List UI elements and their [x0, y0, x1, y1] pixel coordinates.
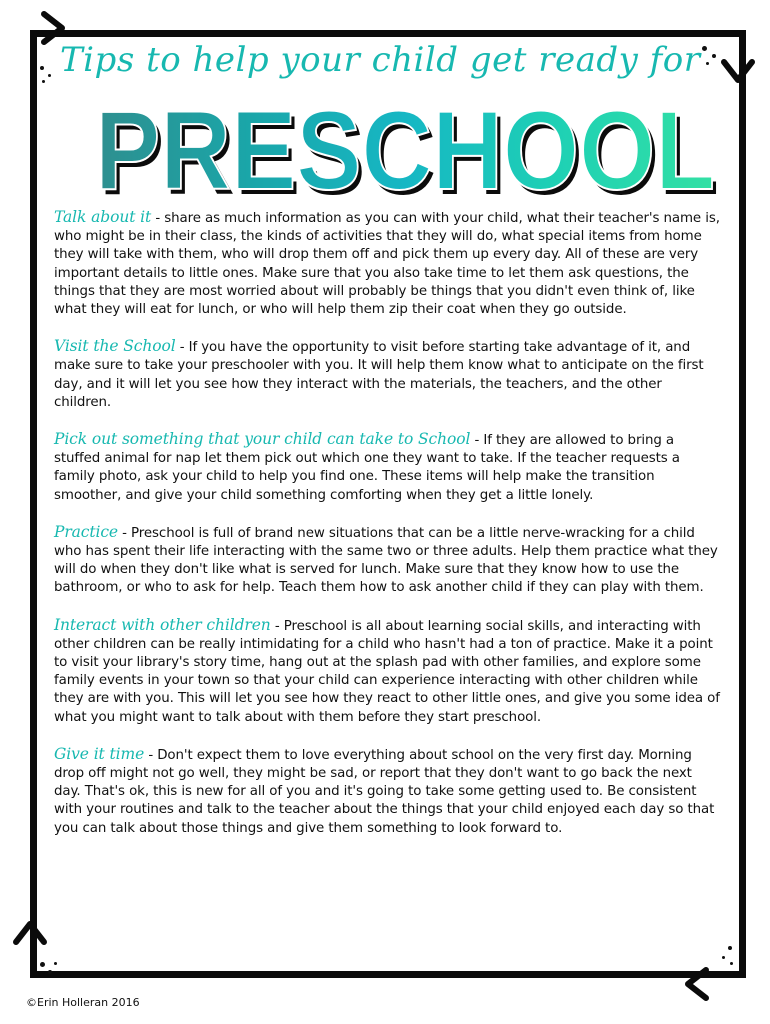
tip-body: - Don't expect them to love everything about school on the very first day. Morning drop off might not go well, they might be sad, or report that they don't want to go back the next day. That's ok, this is new for all of you and it's going to take some getting used to. Be consistent with your routines and talk to the teacher about the things that your child enjoyed each day so that you can talk about those things and give them something to look forward to.	[54, 747, 715, 836]
tip-paragraph	[54, 745, 722, 838]
page-title-shadow: PRESCHOOL	[99, 93, 719, 202]
tip-talk-about-it	[54, 208, 722, 319]
tip-heading: Interact with other children	[54, 615, 271, 634]
copyright-text: ©Erin Holleran 2016	[26, 996, 140, 1009]
tip-paragraph	[54, 208, 722, 319]
tip-heading: Practice	[54, 522, 119, 541]
page-subtitle: Tips to help your child get ready for	[60, 40, 701, 80]
tip-paragraph	[54, 430, 722, 505]
tip-paragraph	[54, 337, 722, 412]
tip-paragraph	[54, 523, 722, 598]
tip-heading: Give it time	[54, 744, 145, 763]
tip-interact-with-other-children	[54, 616, 722, 727]
tip-give-it-time	[54, 745, 722, 838]
tip-body: - If they are allowed to bring a stuffed animal for nap let them pick out which one they want to take. If the teacher requests a family photo, ask your child to help you find one. These items will help make the transition smoother, and give your child something comforting when they get a little lonely.	[54, 433, 680, 503]
tip-heading: Talk about it	[54, 208, 152, 226]
arrow-left-icon	[676, 964, 716, 1004]
tip-body: - Preschool is full of brand new situations that can be a little nerve-wracking for a child who has spent their life interacting with the same two or three adults. Help them practice what they will do when they don't like what is served for lunch. Make sure that they know how to use the bathroom, or who to ask for help. Teach them how to ask another child if they can play with them.	[54, 525, 718, 596]
tips-list	[54, 208, 722, 856]
tip-body: - share as much information as you can with your child, what their teacher's name is, who might be in their class, the kinds of activities that they will do, what special items from home they will take with them, who will drop them off and pick them up every day. All of these are very important details to little ones. Make sure that you also take time to let them ask questions, the things that they are most worried about will probably be things that you didn't even think of, like what they will eat for lunch, or who will help them zip their coat when they go outside.	[54, 211, 720, 318]
tip-body: - Preschool is all about learning social skills, and interacting with other children can be really intimidating for a child who hasn't had a ton of practice. Make it a point to visit your library's story time, hang out at the splash pad with other families, and explore some family events in your town so that your child can experience interacting with other children while they are with you. This will let you see how they react to other little ones, and give you some idea of what you might want to talk about with them before they start preschool.	[54, 618, 720, 725]
arrow-down-icon	[718, 52, 758, 92]
arrow-up-icon	[10, 912, 50, 952]
page-title-text: PRESCHOOL	[95, 92, 715, 202]
tip-body: - If you have the opportunity to visit before starting take advantage of it, and make sure to take your preschooler with you. It will help them know what to anticipate on the first day, and it will let you see how they interact with the materials, the teachers, and the other children.	[54, 340, 704, 410]
tip-visit-the-school	[54, 337, 722, 412]
tip-heading: Pick out something that your child can take to School	[54, 430, 471, 449]
page-title	[95, 92, 725, 202]
tip-pick-out-something	[54, 430, 722, 505]
tip-heading: Visit the School	[54, 337, 176, 356]
tip-practice	[54, 523, 722, 598]
tip-paragraph	[54, 616, 722, 727]
